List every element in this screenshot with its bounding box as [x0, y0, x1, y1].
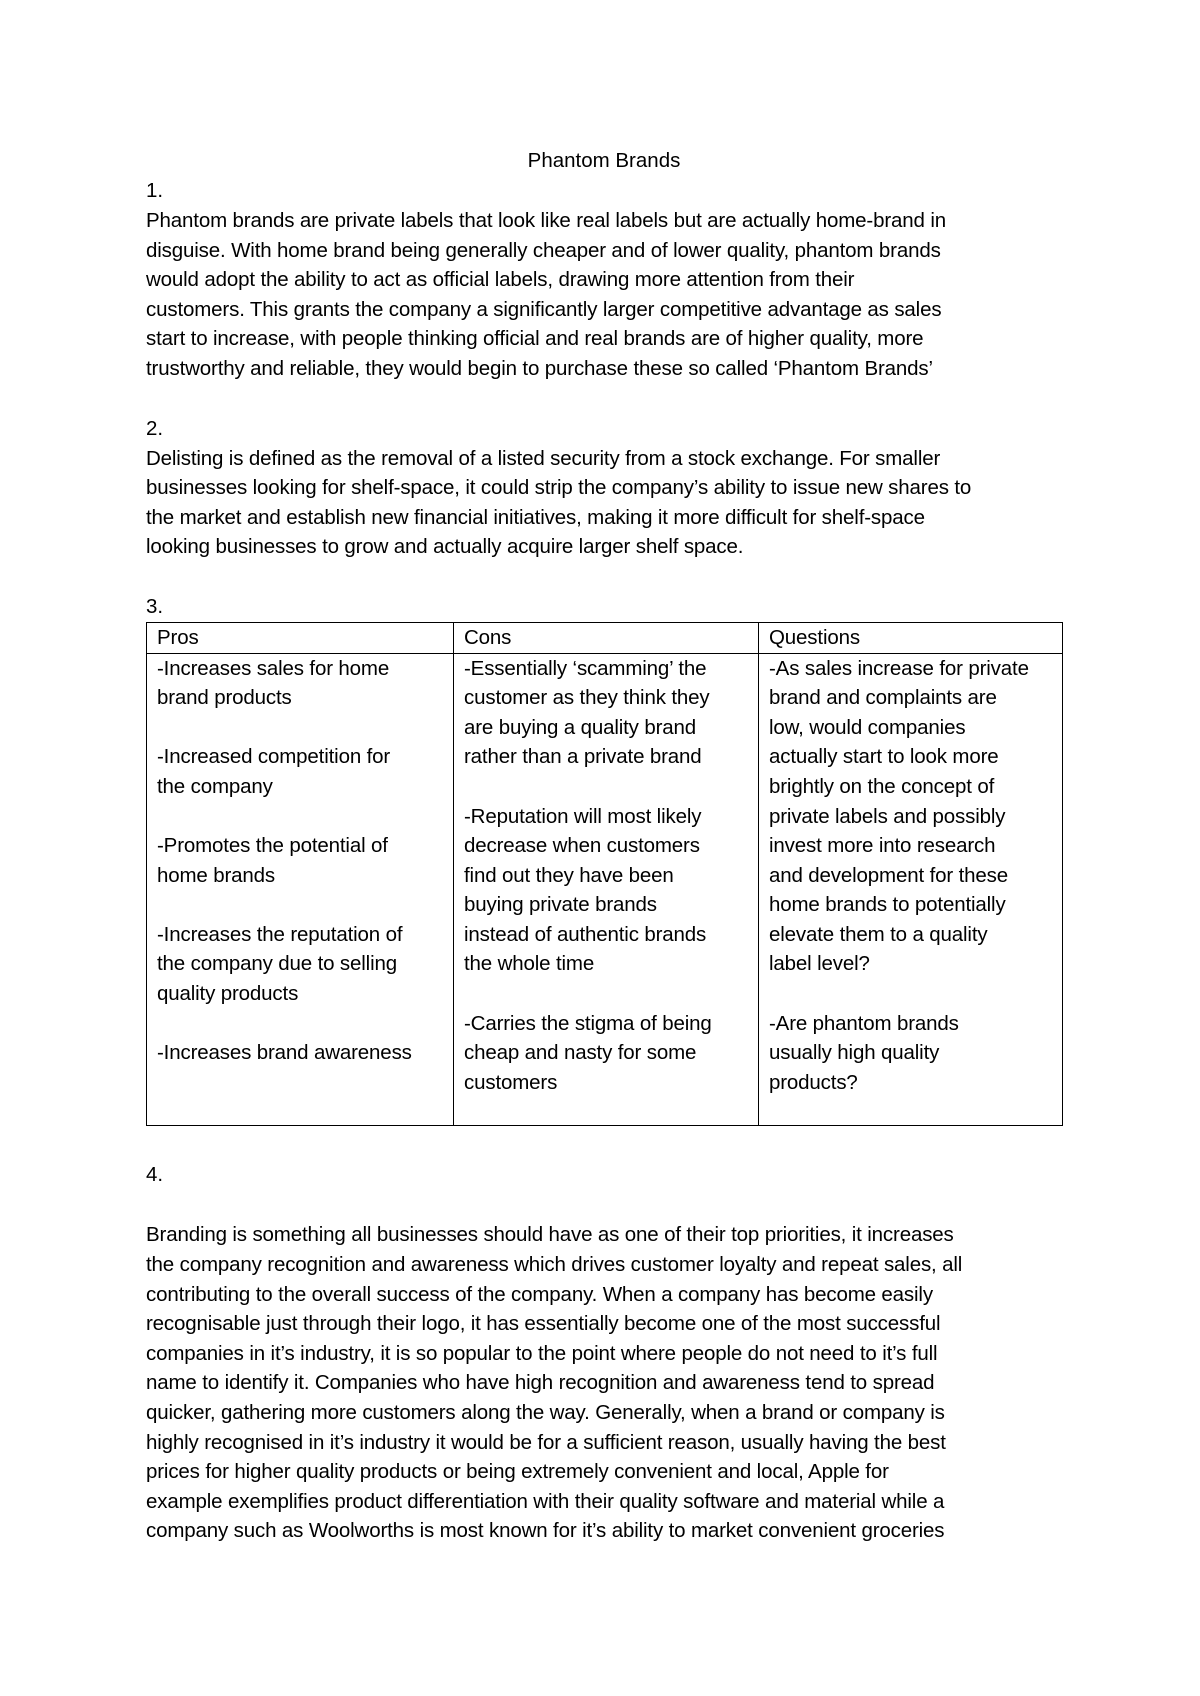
cell-line: -Increases the reputation of — [157, 922, 403, 946]
section-4-line: Branding is something all businesses should have as one of their top priorities, it increases — [146, 1223, 954, 1247]
section-1-line: start to increase, with people thinking official and real brands are of higher quality, more — [146, 327, 924, 351]
cell-line: are buying a quality brand — [464, 715, 697, 739]
section-1-line: customers. This grants the company a significantly larger competitive advantage as sales — [146, 297, 942, 321]
cell-line: usually high quality — [769, 1041, 940, 1065]
cell-line — [464, 979, 748, 1009]
section-4-line: quicker, gathering more customers along the way. Generally, when a brand or company is — [146, 1401, 945, 1424]
cell-line: buying private brands — [464, 893, 657, 917]
cell-line: -Increases brand awareness — [157, 1041, 412, 1065]
header-cons: Cons — [454, 622, 759, 653]
cell-line: decrease when customers — [464, 834, 700, 858]
cell-line: home brands to potentially — [769, 893, 1006, 917]
section-4-line: company such as Woolworths is most known for it’s ability to market convenient groceries — [146, 1519, 945, 1543]
cell-line: private labels and possibly — [769, 804, 1006, 828]
header-pros: Pros — [147, 622, 454, 653]
cell-line: customer as they think they — [464, 686, 710, 710]
cell-line: invest more into research — [769, 834, 996, 858]
cell-line: find out they have been — [464, 863, 674, 887]
cell-line: the company due to selling — [157, 952, 397, 976]
section-4-number: 4. — [146, 1163, 164, 1187]
cell-line: brand and complaints are — [769, 686, 997, 710]
cell-line: actually start to look more — [769, 745, 999, 769]
section-4-line: the company recognition and awareness which drives customer loyalty and repeat sales, all — [146, 1253, 963, 1277]
pros-cell — [147, 653, 454, 1126]
cell-line: -Increases sales for home — [157, 656, 390, 680]
table-row — [147, 653, 1063, 1126]
section-2-line: Delisting is defined as the removal of a listed security from a stock exchange. For smaller — [146, 446, 941, 470]
section-4-line: prices for higher quality products or being extremely convenient and local, Apple for — [146, 1460, 889, 1484]
cell-line — [157, 802, 443, 832]
section-1-paragraph — [146, 206, 1062, 384]
section-1-line: disguise. With home brand being generally cheaper and of lower quality, phantom brands — [146, 238, 941, 262]
section-2-line: the market and establish new financial initiatives, making it more difficult for shelf-space — [146, 505, 925, 529]
cell-line: label level? — [769, 952, 870, 976]
header-questions: Questions — [759, 622, 1063, 653]
cell-line: rather than a private brand — [464, 745, 702, 769]
section-4-line: companies in it’s industry, it is so popular to the point where people do not need to it’s full — [146, 1341, 938, 1365]
section-2-paragraph — [146, 444, 1062, 562]
cell-line — [157, 713, 443, 743]
table-header-row — [147, 622, 1063, 653]
cell-line: quality products — [157, 982, 299, 1006]
cons-cell — [454, 653, 759, 1126]
section-4-line: contributing to the overall success of the company. When a company has become easily — [146, 1282, 933, 1306]
section-4-line: highly recognised in it’s industry it would be for a sufficient reason, usually having the best — [146, 1430, 946, 1454]
cell-line: products? — [769, 1070, 858, 1094]
section-1-line: trustworthy and reliable, they would begin to purchase these so called ‘Phantom Brands’ — [146, 356, 933, 380]
section-1-line: Phantom brands are private labels that look like real labels but are actually home-brand in — [146, 209, 946, 232]
cell-line: customers — [464, 1070, 558, 1094]
cell-line: the whole time — [464, 952, 595, 976]
cell-line: brightly on the concept of — [769, 774, 995, 798]
cell-line — [769, 979, 1052, 1009]
section-4-line: name to identify it. Companies who have high recognition and awareness tend to spread — [146, 1371, 935, 1395]
cell-line — [464, 772, 748, 802]
section-1-number: 1. — [146, 179, 164, 202]
section-3-number: 3. — [146, 594, 164, 618]
cell-line: home brands — [157, 863, 276, 887]
section-4-paragraph — [146, 1220, 1062, 1546]
document-page — [146, 146, 1062, 1546]
cell-line: -Reputation will most likely — [464, 804, 702, 828]
section-4-line: recognisable just through their logo, it has essentially become one of the most successful — [146, 1312, 941, 1336]
cell-line: -Are phantom brands — [769, 1011, 959, 1035]
section-2-line: looking businesses to grow and actually acquire larger shelf space. — [146, 535, 744, 559]
cell-line: cheap and nasty for some — [464, 1041, 697, 1065]
cell-line: -Promotes the potential of — [157, 834, 388, 858]
section-2-number: 2. — [146, 416, 164, 440]
cell-line: -Increased competition for — [157, 745, 391, 769]
section-1-line: would adopt the ability to act as official labels, drawing more attention from their — [146, 268, 855, 292]
cell-line: -As sales increase for private — [769, 656, 1029, 680]
cell-line: -Carries the stigma of being — [464, 1011, 712, 1035]
cell-line: elevate them to a quality — [769, 922, 988, 946]
section-4-line: example exemplifies product differentiation with their quality software and material while a — [146, 1489, 945, 1513]
cell-line — [157, 890, 443, 920]
cell-line: the company — [157, 774, 273, 798]
cell-line — [157, 1009, 443, 1039]
questions-cell — [759, 653, 1063, 1126]
cell-line: low, would companies — [769, 715, 966, 739]
cell-line: brand products — [157, 686, 292, 710]
section-2-line: businesses looking for shelf-space, it could strip the company’s ability to issue new shares to — [146, 476, 972, 500]
cell-line: and development for these — [769, 863, 1008, 887]
document-title: Phantom Brands — [527, 149, 681, 172]
cell-line: instead of authentic brands — [464, 922, 707, 946]
pros-cons-table — [146, 622, 1063, 1127]
cell-line: -Essentially ‘scamming’ the — [464, 656, 707, 680]
